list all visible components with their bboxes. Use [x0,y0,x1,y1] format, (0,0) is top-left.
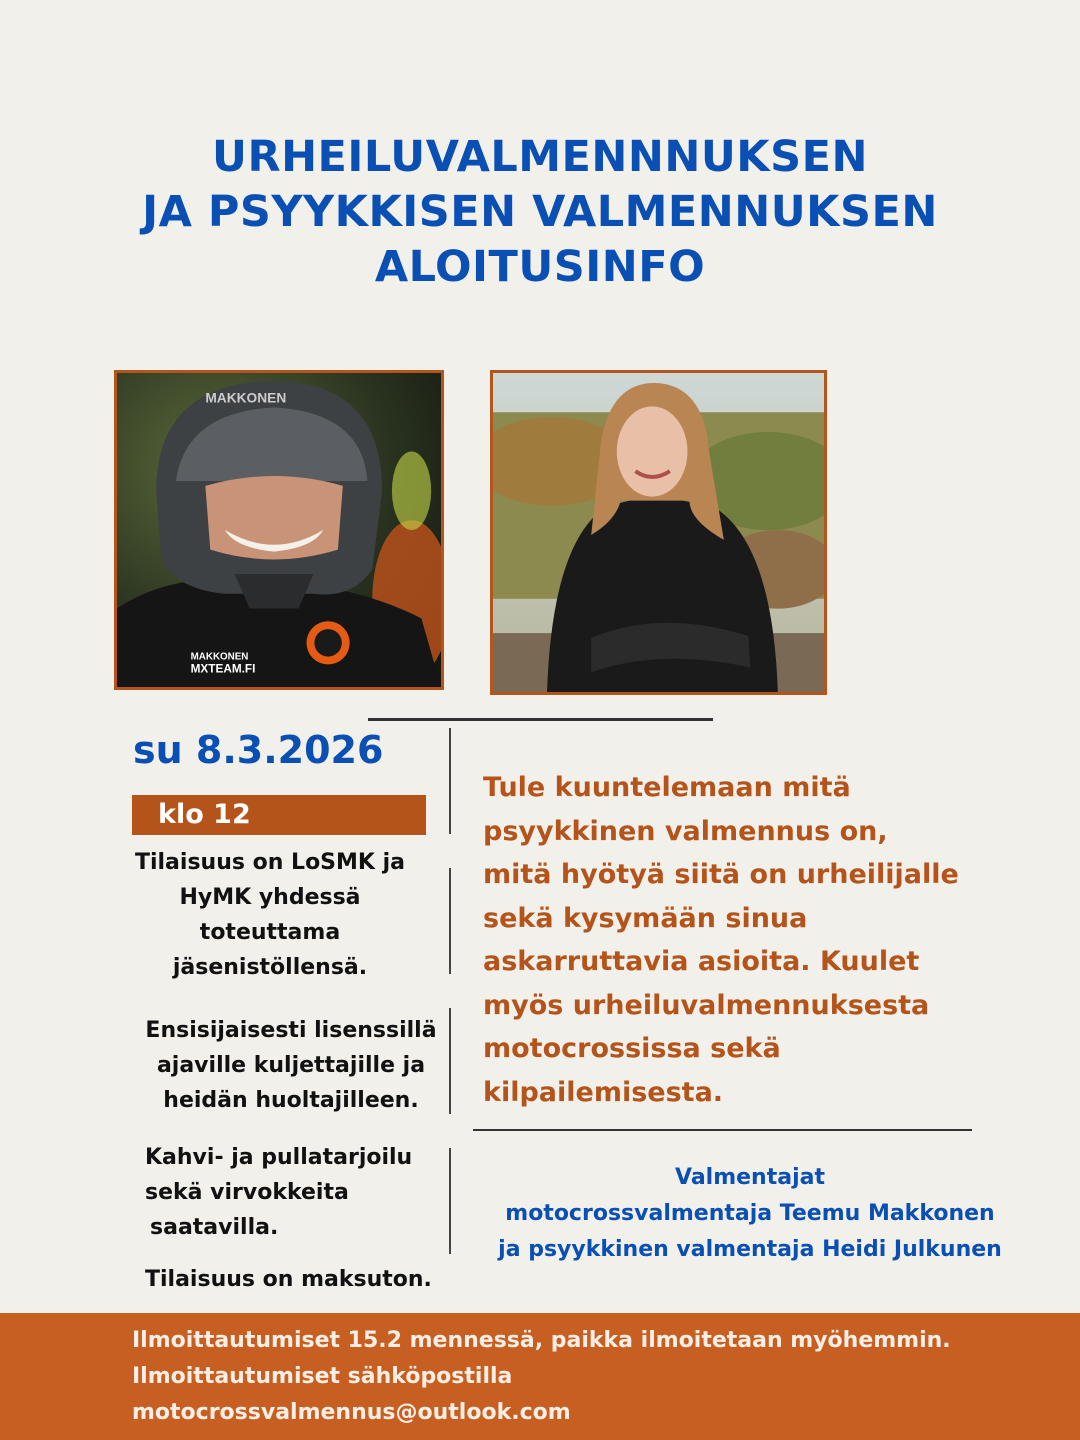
info-organizers [130,845,410,985]
divider-vertical-4 [449,1148,451,1254]
info-price: Tilaisuus on maksuton. [145,1267,432,1292]
event-time-bar [132,795,426,835]
info-audience-line: heidän huoltajilleen. [163,1088,419,1113]
photo-rider [114,370,444,690]
lead-line: motocrossissa sekä [483,1033,781,1064]
event-date: su 8.3.2026 [133,728,384,772]
divider-vertical-1 [449,728,451,834]
lead-line: myös urheiluvalmennuksesta [483,989,930,1021]
divider-right [473,1129,972,1131]
info-audience-line: Ensisijaisesti lisenssillä [145,1018,437,1043]
helmet-logo-text: MAKKONEN [205,390,287,406]
info-organizers-line: Tilaisuus on LoSMK ja [134,850,406,875]
title-line-3: ALOITUSINFO [374,242,706,292]
coaches-info [470,1160,1030,1268]
footer-line-2: Ilmoittautumiset sähköpostilla [132,1364,513,1389]
lead-line: Tule kuuntelemaan mitä [483,772,851,803]
shirt-text-2: MXTEAM.FI [190,662,256,676]
footer-line-1: Ilmoittautumiset 15.2 mennessä, paikka ilmoitetaan myöhemmin. [132,1328,951,1353]
coaches-heading: Valmentajat [675,1165,825,1190]
info-refreshments-line: sekä virvokkeita [145,1180,349,1205]
event-time: klo 12 [158,799,251,830]
lead-line: askarruttavia asioita. Kuulet [483,946,920,977]
info-refreshments [145,1140,412,1245]
lead-text [483,766,959,1114]
lead-line: mitä hyötyä siitä on urheilijalle [483,859,959,890]
footer-text [132,1323,951,1431]
page-title [0,130,1080,295]
info-audience [140,1013,442,1118]
coach-line-2: ja psyykkinen valmentaja Heidi Julkunen [498,1237,1002,1262]
info-organizers-line: HyMK yhdessä [179,885,361,910]
photo-coach [490,370,827,695]
info-audience-line: ajaville kuljettajille ja [156,1053,426,1078]
info-refreshments-line: Kahvi- ja pullatarjoilu [145,1145,413,1170]
divider-vertical-3 [449,1008,451,1114]
lead-line: kilpailemisesta. [483,1076,724,1108]
shirt-text-1: MAKKONEN [190,651,249,663]
info-organizers-line: toteuttama [199,920,341,945]
info-refreshments-line: saatavilla. [150,1215,279,1240]
lead-line: psyykkinen valmennus on, [483,815,888,847]
divider-top [368,718,713,721]
footer-banner [0,1313,1080,1440]
coach-line-1: motocrossvalmentaja Teemu Makkonen [505,1201,995,1226]
title-line-2: JA PSYYKKISEN VALMENNUKSEN [142,187,938,237]
info-organizers-line: jäsenistöllensä. [172,955,368,980]
divider-vertical-2 [449,868,451,974]
lead-line: sekä kysymään sinua [483,902,808,934]
footer-email[interactable]: motocrossvalmennus@outlook.com [132,1400,571,1425]
title-line-1: URHEILUVALMENNNUKSEN [212,132,868,182]
